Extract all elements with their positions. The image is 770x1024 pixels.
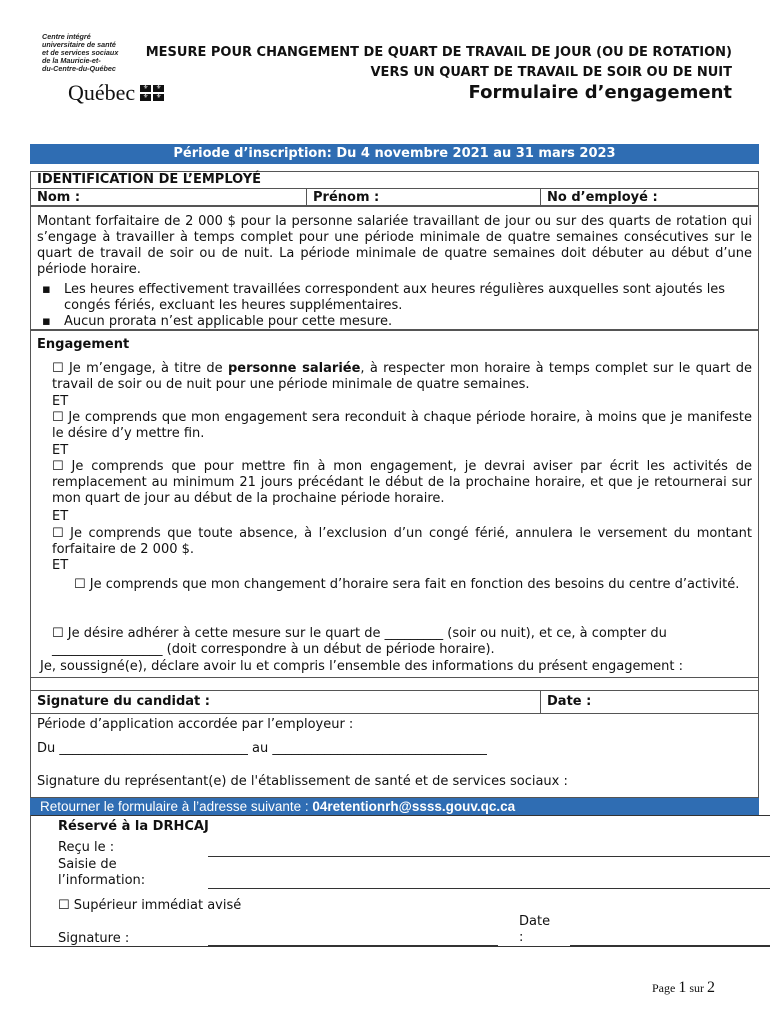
return-address-bar (30, 798, 759, 815)
engagement-item-6-continued: _________________ (doit correspondre à un début de période horaire). (52, 642, 495, 657)
quebec-wordmark: Québec (68, 80, 136, 105)
bullet-list: ▪ Les heures effectivement travaillées correspondent aux heures régulières auxquelles sont ajoutés les congés fériés, excluant les heures supplémentaires. ▪ Aucun prorata n’est applicable pour cette mesure. (42, 282, 754, 330)
engagement-item-6[interactable]: ☐ Je désire adhérer à cette mesure sur le quart de _________ (soir ou nuit), et ce, à compter du (52, 626, 667, 641)
et-label: ET (52, 443, 69, 458)
quebec-logo (68, 80, 165, 106)
identification-heading-row (30, 171, 759, 188)
engagement-item-5[interactable]: ☐ Je comprends que mon changement d’horaire sera fait en fonction des besoins du centre d’activité. (74, 577, 740, 592)
return-label: Retourner le formulaire à l’adresse suivante : (40, 799, 313, 814)
signature-row (30, 690, 759, 714)
logo-line: Centre intégré (42, 32, 91, 41)
entry-line[interactable] (208, 888, 770, 889)
identification-heading: IDENTIFICATION DE L’EMPLOYÉ (37, 172, 262, 187)
fleur-de-lys-flag-icon: ⚜ ⚜ ⚜ ⚜ (139, 84, 165, 102)
representative-signature-label: Signature du représentant(e) de l'établissement de santé et de services sociaux : (37, 774, 568, 789)
document-title-line1: MESURE POUR CHANGEMENT DE QUART DE TRAVAIL DE JOUR (OU DE ROTATION) (145, 45, 732, 60)
entry-label-1: Saisie de (58, 857, 117, 872)
bullet-item: Aucun prorata n’est applicable pour cette mesure. (64, 314, 393, 329)
employee-number-label: No d’employé : (547, 190, 658, 205)
received-line[interactable] (208, 856, 770, 857)
logo-line: universitaire de santé (42, 40, 116, 49)
reserved-signature-label: Signature : (58, 931, 130, 946)
engagement-item-3[interactable]: ☐ Je comprends que pour mettre fin à mon engagement, je devrai aviser par écrit les activités de remplacement au minimum 21 jours précédant le début de la prochaine horaire, et que je retournerai sur mon quart de jour au début de la prochaine période horaire. (52, 459, 752, 506)
logo-line: de la Mauricie-et- (42, 56, 101, 65)
logo-line: du-Centre-du-Québec (42, 64, 116, 73)
declaration-text: Je, soussigné(e), déclare avoir lu et compris l’ensemble des informations du présent engagement : (40, 659, 683, 674)
engagement-item-2[interactable]: ☐ Je comprends que mon engagement sera reconduit à chaque période horaire, à moins que je manifeste le désire d’y mettre fin. (52, 410, 752, 441)
bullet-item: Les heures effectivement travaillées correspondent aux heures régulières auxquelles sont ajoutés les congés fériés, excluant les heures supplémentaires. (64, 282, 726, 313)
identification-fields-row (30, 188, 759, 206)
engagement-item-1[interactable]: ☐ Je m’engage, à titre de personne salariée, à respecter mon horaire à temps complet sur le quart de travail de soir ou de nuit pour une période minimale de quatre semaines. (52, 361, 753, 392)
engagement-heading: Engagement (37, 337, 130, 352)
form-title: Formulaire d’engagement (468, 82, 732, 103)
supervisor-notified-checkbox[interactable]: ☐ Supérieur immédiat avisé (58, 898, 242, 913)
engagement-item-4[interactable]: ☐ Je comprends que toute absence, à l’exclusion d’un congé férié, annulera le versement du montant forfaitaire de 2 000 $. (52, 526, 752, 557)
reserved-date-line[interactable] (570, 945, 770, 946)
employer-period-label: Période d’application accordée par l’employeur : (37, 717, 354, 732)
organization-logo-text (42, 33, 118, 73)
reserved-signature-line[interactable] (208, 945, 498, 946)
prenom-label: Prénom : (313, 190, 380, 205)
received-label: Reçu le : (58, 840, 115, 855)
period-du-au-field[interactable]: Du _____________________________ au _________________________________ (37, 741, 487, 756)
reserved-date-colon: : (519, 930, 524, 945)
logo-line: et de services sociaux (42, 48, 119, 57)
reserved-heading: Réservé à la DRHCAJ (58, 819, 209, 834)
et-label: ET (52, 394, 69, 409)
return-email-link[interactable]: 04retentionrh@ssss.gouv.qc.ca (312, 799, 516, 814)
document-title-line2: VERS UN QUART DE TRAVAIL DE SOIR OU DE NUIT (370, 65, 732, 80)
intro-paragraph: Montant forfaitaire de 2 000 $ pour la personne salariée travaillant de jour ou sur des quarts de rotation qui s’engage à travailler à temps complet pour une période minimale de quatre semaines consécutives sur le quart de travail de soir ou de nuit. La période minimale de quatre semaines doit débuter au début d’une période horaire. (37, 214, 752, 277)
page-number: Page 1 sur 2 (652, 979, 715, 996)
entry-label-2: l’information: (58, 873, 146, 888)
nom-label: Nom : (37, 190, 81, 205)
reserved-date-label: Date (519, 914, 551, 929)
date-label: Date : (547, 694, 592, 709)
candidate-signature-label: Signature du candidat : (37, 694, 210, 709)
et-label: ET (52, 558, 69, 573)
et-label: ET (52, 509, 69, 524)
registration-period-bar: Période d’inscription: Du 4 novembre 2021 au 31 mars 2023 (30, 144, 759, 164)
